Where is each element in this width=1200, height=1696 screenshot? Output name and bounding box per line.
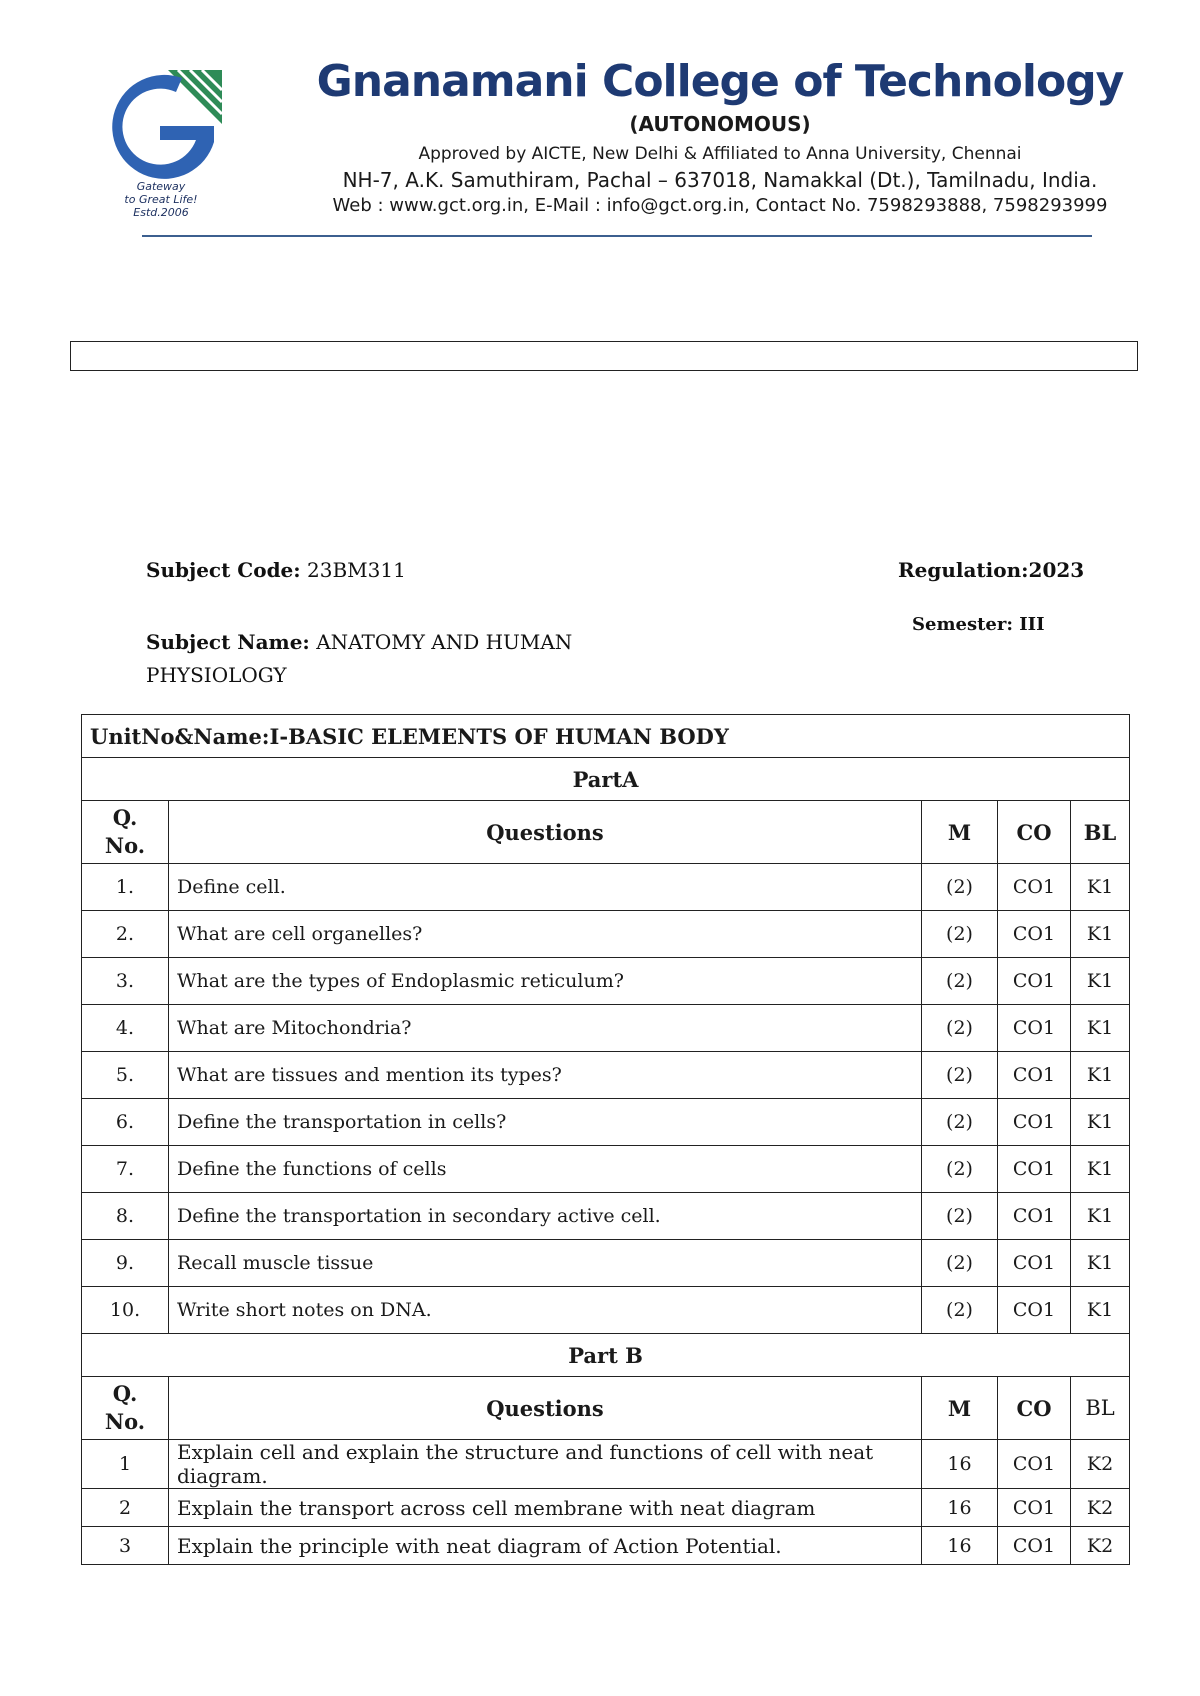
question-co: CO1 <box>998 1099 1071 1146</box>
question-marks: 16 <box>922 1489 998 1527</box>
contact-line: Web : www.gct.org.in, E-Mail : info@gct.org.in, Contact No. 7598293888, 7598293999 <box>332 195 1108 216</box>
table-row <box>82 1489 1130 1527</box>
question-co: CO1 <box>998 1052 1071 1099</box>
college-logo <box>86 64 236 224</box>
table-row <box>82 864 1130 911</box>
subject-name-value-1: ANATOMY AND HUMAN <box>316 630 573 654</box>
table-row <box>82 1240 1130 1287</box>
logo-tagline-line-3: Estd.2006 <box>133 206 189 219</box>
regulation-label: Regulation:2023 <box>898 558 1085 582</box>
question-text: Define the transportation in cells? <box>169 1099 922 1146</box>
question-bl: K1 <box>1071 1240 1130 1287</box>
question-text: Explain cell and explain the structure and functions of cell with neat diagram. <box>169 1440 922 1489</box>
question-text: What are Mitochondria? <box>169 1005 922 1052</box>
questions-header: Questions <box>169 801 922 864</box>
question-text: Explain the principle with neat diagram of Action Potential. <box>169 1527 922 1565</box>
question-number: 3. <box>82 958 169 1005</box>
question-co: CO1 <box>998 1193 1071 1240</box>
question-co: CO1 <box>998 958 1071 1005</box>
question-number: 7. <box>82 1146 169 1193</box>
question-text: What are cell organelles? <box>169 911 922 958</box>
question-number: 6. <box>82 1099 169 1146</box>
question-bl: K1 <box>1071 1193 1130 1240</box>
subject-name <box>146 626 572 692</box>
question-bl: K1 <box>1071 911 1130 958</box>
part-b-row <box>82 1334 1130 1377</box>
table-row <box>82 911 1130 958</box>
question-number: 9. <box>82 1240 169 1287</box>
question-marks: 16 <box>922 1527 998 1565</box>
subject-name-label: Subject Name: <box>146 630 310 654</box>
questions-header: Questions <box>169 1377 922 1440</box>
address-line: NH-7, A.K. Samuthiram, Pachal – 637018, Namakkal (Dt.), Tamilnadu, India. <box>342 168 1098 192</box>
question-co: CO1 <box>998 1527 1071 1565</box>
question-bl: K1 <box>1071 1287 1130 1334</box>
question-co: CO1 <box>998 1240 1071 1287</box>
header-divider <box>142 235 1092 237</box>
unit-title: UnitNo&Name:I-BASIC ELEMENTS OF HUMAN BODY <box>82 715 1130 758</box>
question-text: Recall muscle tissue <box>169 1240 922 1287</box>
question-marks: (2) <box>922 1240 998 1287</box>
question-co: CO1 <box>998 1146 1071 1193</box>
question-bl: K1 <box>1071 958 1130 1005</box>
logo-emblem-icon <box>86 64 236 184</box>
question-marks: 16 <box>922 1440 998 1489</box>
blank-title-box <box>70 341 1138 371</box>
part-b-header-row <box>82 1377 1130 1440</box>
question-bl: K2 <box>1071 1527 1130 1565</box>
part-a-row <box>82 758 1130 801</box>
logo-tagline <box>86 180 236 219</box>
question-co: CO1 <box>998 1005 1071 1052</box>
unit-row <box>82 715 1130 758</box>
question-table <box>81 714 1130 1565</box>
table-row <box>82 1005 1130 1052</box>
bl-header: BL <box>1071 801 1130 864</box>
autonomous-status: (AUTONOMOUS) <box>629 112 811 136</box>
table-row <box>82 1146 1130 1193</box>
table-row <box>82 1052 1130 1099</box>
question-marks: (2) <box>922 1287 998 1334</box>
question-bl: K2 <box>1071 1489 1130 1527</box>
marks-header: M <box>922 1377 998 1440</box>
question-text: What are the types of Endoplasmic reticulum? <box>169 958 922 1005</box>
question-co: CO1 <box>998 1287 1071 1334</box>
logo-tagline-line-2: to Great Life! <box>124 193 198 206</box>
question-marks: (2) <box>922 958 998 1005</box>
question-bl: K1 <box>1071 1099 1130 1146</box>
question-bl: K1 <box>1071 1052 1130 1099</box>
co-header: CO <box>998 1377 1071 1440</box>
co-header: CO <box>998 801 1071 864</box>
logo-tagline-line-1: Gateway <box>136 180 186 193</box>
question-co: CO1 <box>998 911 1071 958</box>
bl-header: BL <box>1071 1377 1130 1440</box>
question-text: Define the functions of cells <box>169 1146 922 1193</box>
question-number: 5. <box>82 1052 169 1099</box>
question-number: 3 <box>82 1527 169 1565</box>
subject-code-value: 23BM311 <box>307 558 406 582</box>
marks-header: M <box>922 801 998 864</box>
subject-code <box>146 558 406 582</box>
question-number: 8. <box>82 1193 169 1240</box>
table-row <box>82 1099 1130 1146</box>
question-number: 1. <box>82 864 169 911</box>
question-number: 1 <box>82 1440 169 1489</box>
qno-header-line-2: No. <box>104 1409 146 1434</box>
question-text: Write short notes on DNA. <box>169 1287 922 1334</box>
qno-header-line-1: Q. <box>112 1381 138 1406</box>
question-text: What are tissues and mention its types? <box>169 1052 922 1099</box>
table-row <box>82 958 1130 1005</box>
question-bl: K1 <box>1071 1005 1130 1052</box>
question-marks: (2) <box>922 864 998 911</box>
question-marks: (2) <box>922 1099 998 1146</box>
qno-header <box>82 1377 169 1440</box>
question-number: 2. <box>82 911 169 958</box>
qno-header-line-1: Q. <box>112 805 138 830</box>
part-b-title: Part B <box>82 1334 1130 1377</box>
table-row <box>82 1287 1130 1334</box>
table-row <box>82 1440 1130 1489</box>
question-co: CO1 <box>998 1440 1071 1489</box>
table-row <box>82 1527 1130 1565</box>
semester <box>912 614 1045 635</box>
question-number: 10. <box>82 1287 169 1334</box>
part-a-header-row <box>82 801 1130 864</box>
question-marks: (2) <box>922 1146 998 1193</box>
subject-code-label: Subject Code: <box>146 558 301 582</box>
question-marks: (2) <box>922 1005 998 1052</box>
question-marks: (2) <box>922 911 998 958</box>
college-name: Gnanamani College of Technology <box>316 56 1124 107</box>
qno-header <box>82 801 169 864</box>
approval-line: Approved by AICTE, New Delhi & Affiliated to Anna University, Chennai <box>418 144 1022 164</box>
question-number: 2 <box>82 1489 169 1527</box>
question-text: Explain the transport across cell membrane with neat diagram <box>169 1489 922 1527</box>
subject-name-line-1 <box>146 626 572 659</box>
part-a-title: PartA <box>82 758 1130 801</box>
question-bl: K1 <box>1071 864 1130 911</box>
qno-header-line-2: No. <box>104 833 146 858</box>
semester-label: Semester: III <box>912 614 1045 635</box>
question-marks: (2) <box>922 1052 998 1099</box>
question-bl: K2 <box>1071 1440 1130 1489</box>
question-marks: (2) <box>922 1193 998 1240</box>
question-text: Define the transportation in secondary active cell. <box>169 1193 922 1240</box>
question-number: 4. <box>82 1005 169 1052</box>
question-text: Define cell. <box>169 864 922 911</box>
regulation <box>898 558 1084 582</box>
question-co: CO1 <box>998 864 1071 911</box>
subject-name-value-2: PHYSIOLOGY <box>146 663 287 687</box>
question-co: CO1 <box>998 1489 1071 1527</box>
table-row <box>82 1193 1130 1240</box>
question-bl: K1 <box>1071 1146 1130 1193</box>
